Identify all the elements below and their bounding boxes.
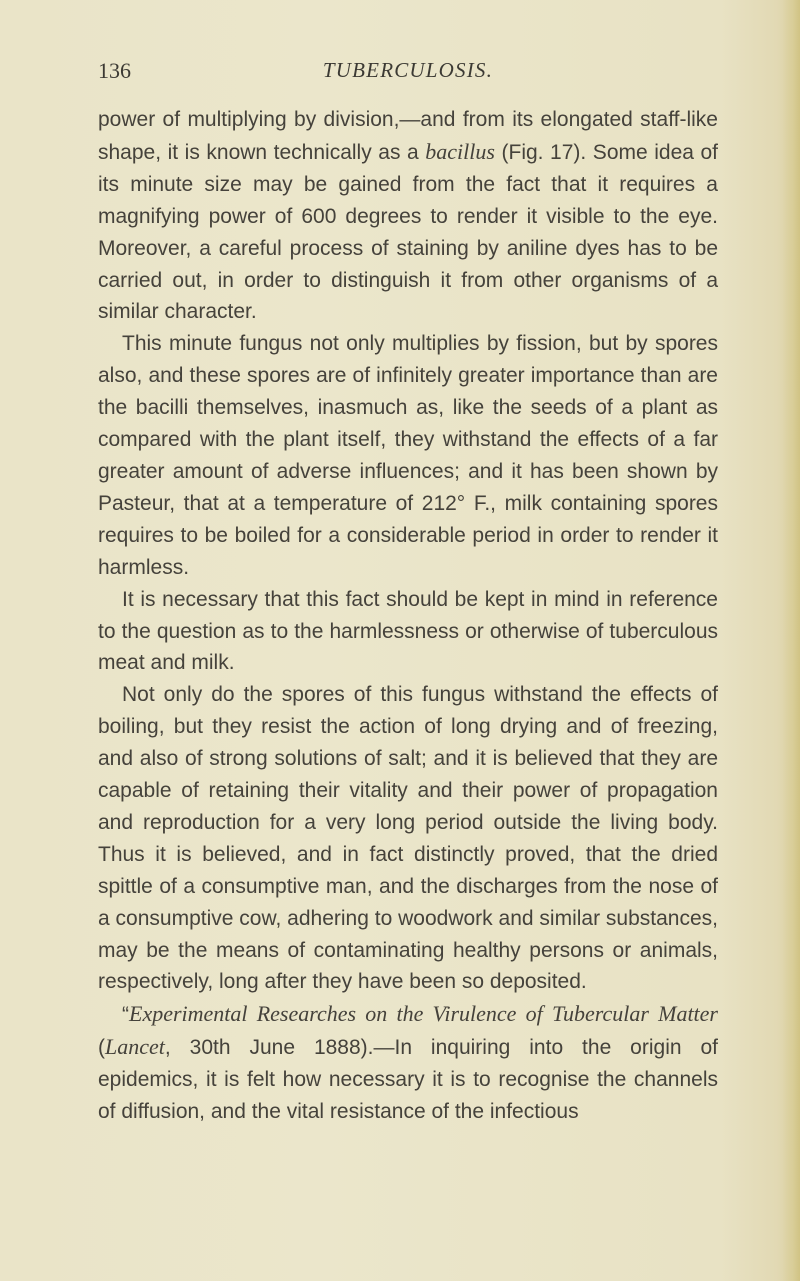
paragraph-5 <box>98 998 718 1128</box>
body-text <box>98 104 718 1128</box>
page-number: 136 <box>98 58 131 83</box>
paragraph-3: It is necessary that this fact should be kept in mind in reference to the question as to the harmlessness or otherwise of tuberculous meat and milk. <box>98 587 718 675</box>
paragraph-2: This minute fungus not only multiplies by fission, but by spores also, and these spores are of infinitely greater importance than are the bacilli themselves, inasmuch as, like the seeds of a plant as compared with the plant itself, they withstand the effects of a far greater amount of adverse influences; and it has been shown by Pasteur, that at a temperature of 212° F., milk containing spores requires to be boiled for a considerable period in order to render it harmless. <box>98 332 718 579</box>
citation-paren: ( <box>98 1036 105 1060</box>
open-quote: “ <box>122 1003 129 1027</box>
paragraph-1 <box>98 104 718 328</box>
paragraph-4: Not only do the spores of this fungus withstand the effects of boiling, but they resist the action of long drying and of freezing, and also of strong solutions of salt; and it is believed that they are capable of retaining their vitality and their power of propagation and reproduction for a very long period outside the living body. Thus it is believed, and in fact distinctly proved, that the dried spittle of a consumptive man, and the discharges from the nose of a consumptive cow, adhering to woodwork and similar substances, may be the means of contaminating healthy persons or animals, respectively, long after they have been so deposited. <box>98 683 718 994</box>
citation-source: Lancet <box>105 1034 165 1060</box>
paragraph-5-text: , 30th June 1888).—In inquiring into the origin of epidemics, it is felt how necessary it is to recognise the channels of diffusion, and the vital resistance of the infectious <box>98 1036 718 1124</box>
bacillus-term: bacillus <box>425 138 495 164</box>
paragraph-1-text-a: power of multiplying by division,—and from its elongated staff-like shape, it is known technically as a <box>98 108 718 164</box>
paragraph-1-text-b: (Fig. 17). Some idea of its minute size may be gained from the fact that it requires a magnifying power of 600 degrees to render it visible to the eye. Moreover, a careful process of staining by aniline dyes has to be carried out, in order to distinguish it from other organisms of a similar character. <box>98 140 719 324</box>
page-header <box>98 58 718 88</box>
running-title: TUBERCULOSIS. <box>322 58 494 82</box>
page-edge-shadow <box>782 0 800 1281</box>
citation-title: Experimental Researches on the Virulence of Tubercular Matter <box>129 1001 718 1027</box>
